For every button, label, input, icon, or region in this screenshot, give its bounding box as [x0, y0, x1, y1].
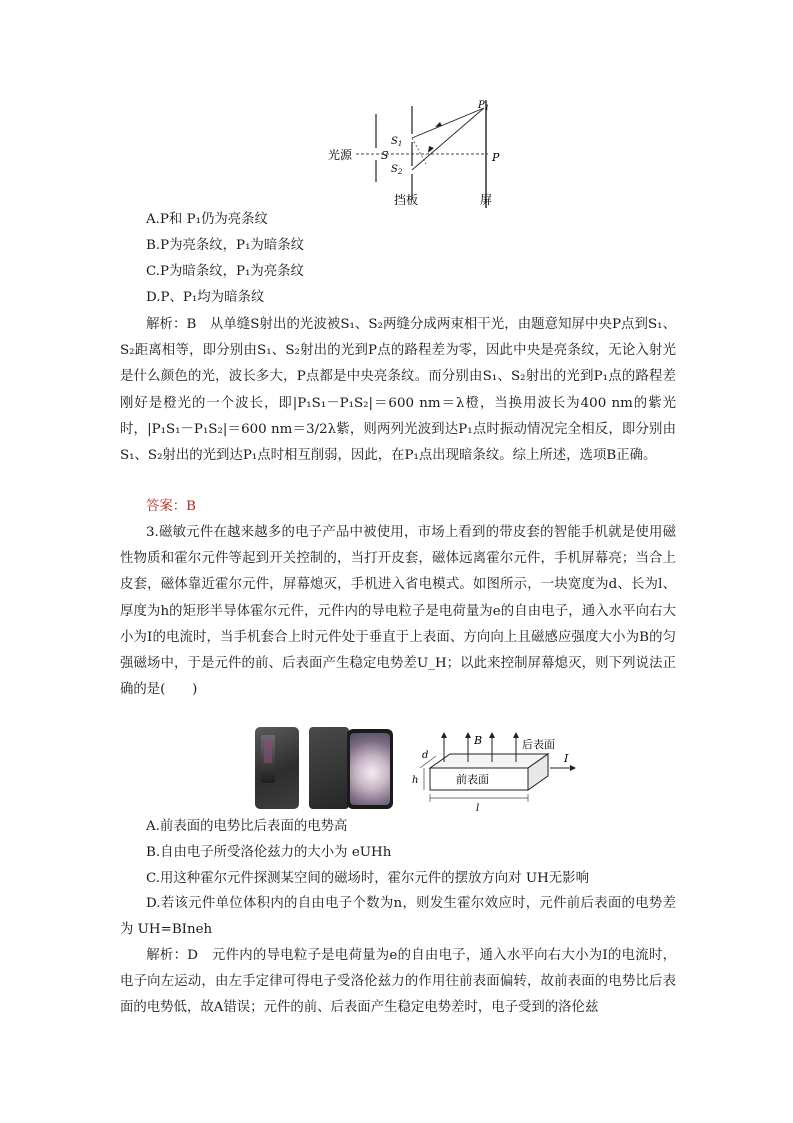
back-face-label: 后表面 [522, 738, 555, 751]
s2-label: $S_2$ [391, 164, 403, 176]
light-source-label: 光源 [328, 148, 353, 162]
l-label: l [476, 803, 480, 814]
s-label: S [381, 149, 389, 162]
h-label: h [412, 775, 419, 786]
p-label: P [492, 151, 500, 164]
b-label: B [474, 734, 483, 747]
q2-analysis: 解析：B 从单缝S射出的光波被S₁、S₂两缝分成两束相干光，由题意知屏中央P点到S₁、S₂距离相等，即分别由S₁、S₂射出的光到P点的路程差为零，因此中央是亮条纹，无论入射光是什么颜色的光，波长多大，P点都是中央亮条纹。而分别由S₁、S₂射出的光到P₁点的路程差刚好是橙光的一个波长，即|P₁S₁－P₁S₂|＝600 nm＝λ橙，当换用波长为400 nm的紫光时，|P₁S₁－P₁S₂|＝600 nm＝3/2λ紫，则两列光波到达P₁点时振动情况完全相反，即分别由S₁、S₂射出的光到达P₁点时相互削弱，因此，在P₁点出现暗条纹。综上所述，选项B正确。 [120, 317, 676, 464]
q3-option-a: A.前表面的电势比后表面的电势高 [146, 819, 348, 834]
q3-analysis: 解析：D 元件内的导电粒子是电荷量为e的自由电子，通入水平向右大小为I的电流时，电子向左运动，由左手定律可得电子受洛伦兹力的作用往前表面偏转，故前表面的电势比后表面的电势低，故A错误；元件的前、后表面产生稳定电势差时，电子受到的洛伦兹 [120, 948, 676, 1016]
q2-option-a: A.P和 P₁仍为亮条纹 [146, 212, 268, 227]
screen-label: 屏 [480, 193, 493, 207]
double-slit-figure [300, 96, 520, 210]
d-label: d [422, 750, 429, 761]
s1-label: $S_1$ [391, 136, 403, 148]
phone-open-case-image [309, 727, 349, 809]
hall-element-figure [408, 728, 584, 814]
q2-option-d: D.P、P₁均为暗条纹 [146, 290, 265, 305]
barrier-label: 挡板 [394, 193, 419, 207]
q3-stem: 3.磁敏元件在越来越多的电子产品中被使用，市场上看到的带皮套的智能手机就是使用磁性物质和霍尔元件等起到开关控制的，当打开皮套，磁体远离霍尔元件，手机屏幕亮；当合上皮套，磁体靠近霍尔元件，屏幕熄灭，手机进入省电模式。如图所示，一块宽度为d、长为l、厚度为h的矩形半导体霍尔元件，元件内的导电粒子是电荷量为e的自由电子，通入水平向右大小为I的电流时，当手机套合上时元件处于垂直于上表面、方向向上且磁感应强度大小为B的匀强磁场中，于是元件的前、后表面产生稳定电势差U_H；以此来控制屏幕熄灭，则下列说法正确的是( ) [120, 525, 676, 698]
q2-option-b: B.P为亮条纹，P₁为暗条纹 [146, 238, 304, 253]
phone-images [255, 727, 395, 811]
q2-option-c: C.P为暗条纹，P₁为亮条纹 [146, 264, 304, 279]
q3-option-b: B.自由电子所受洛伦兹力的大小为 eUHh [146, 845, 392, 860]
q3-option-c: C.用这种霍尔元件探测某空间的磁场时，霍尔元件的摆放方向对 UH无影响 [146, 871, 589, 886]
q3-option-d: D.若该元件单位体积内的自由电子个数为n，则发生霍尔效应时，元件前后表面的电势差为 UH=BIneh [120, 896, 676, 938]
front-face-label: 前表面 [456, 773, 489, 786]
q2-answer: 答案：B [146, 499, 197, 514]
i-label: I [564, 752, 569, 765]
p1-label: $P_1$ [478, 100, 490, 112]
